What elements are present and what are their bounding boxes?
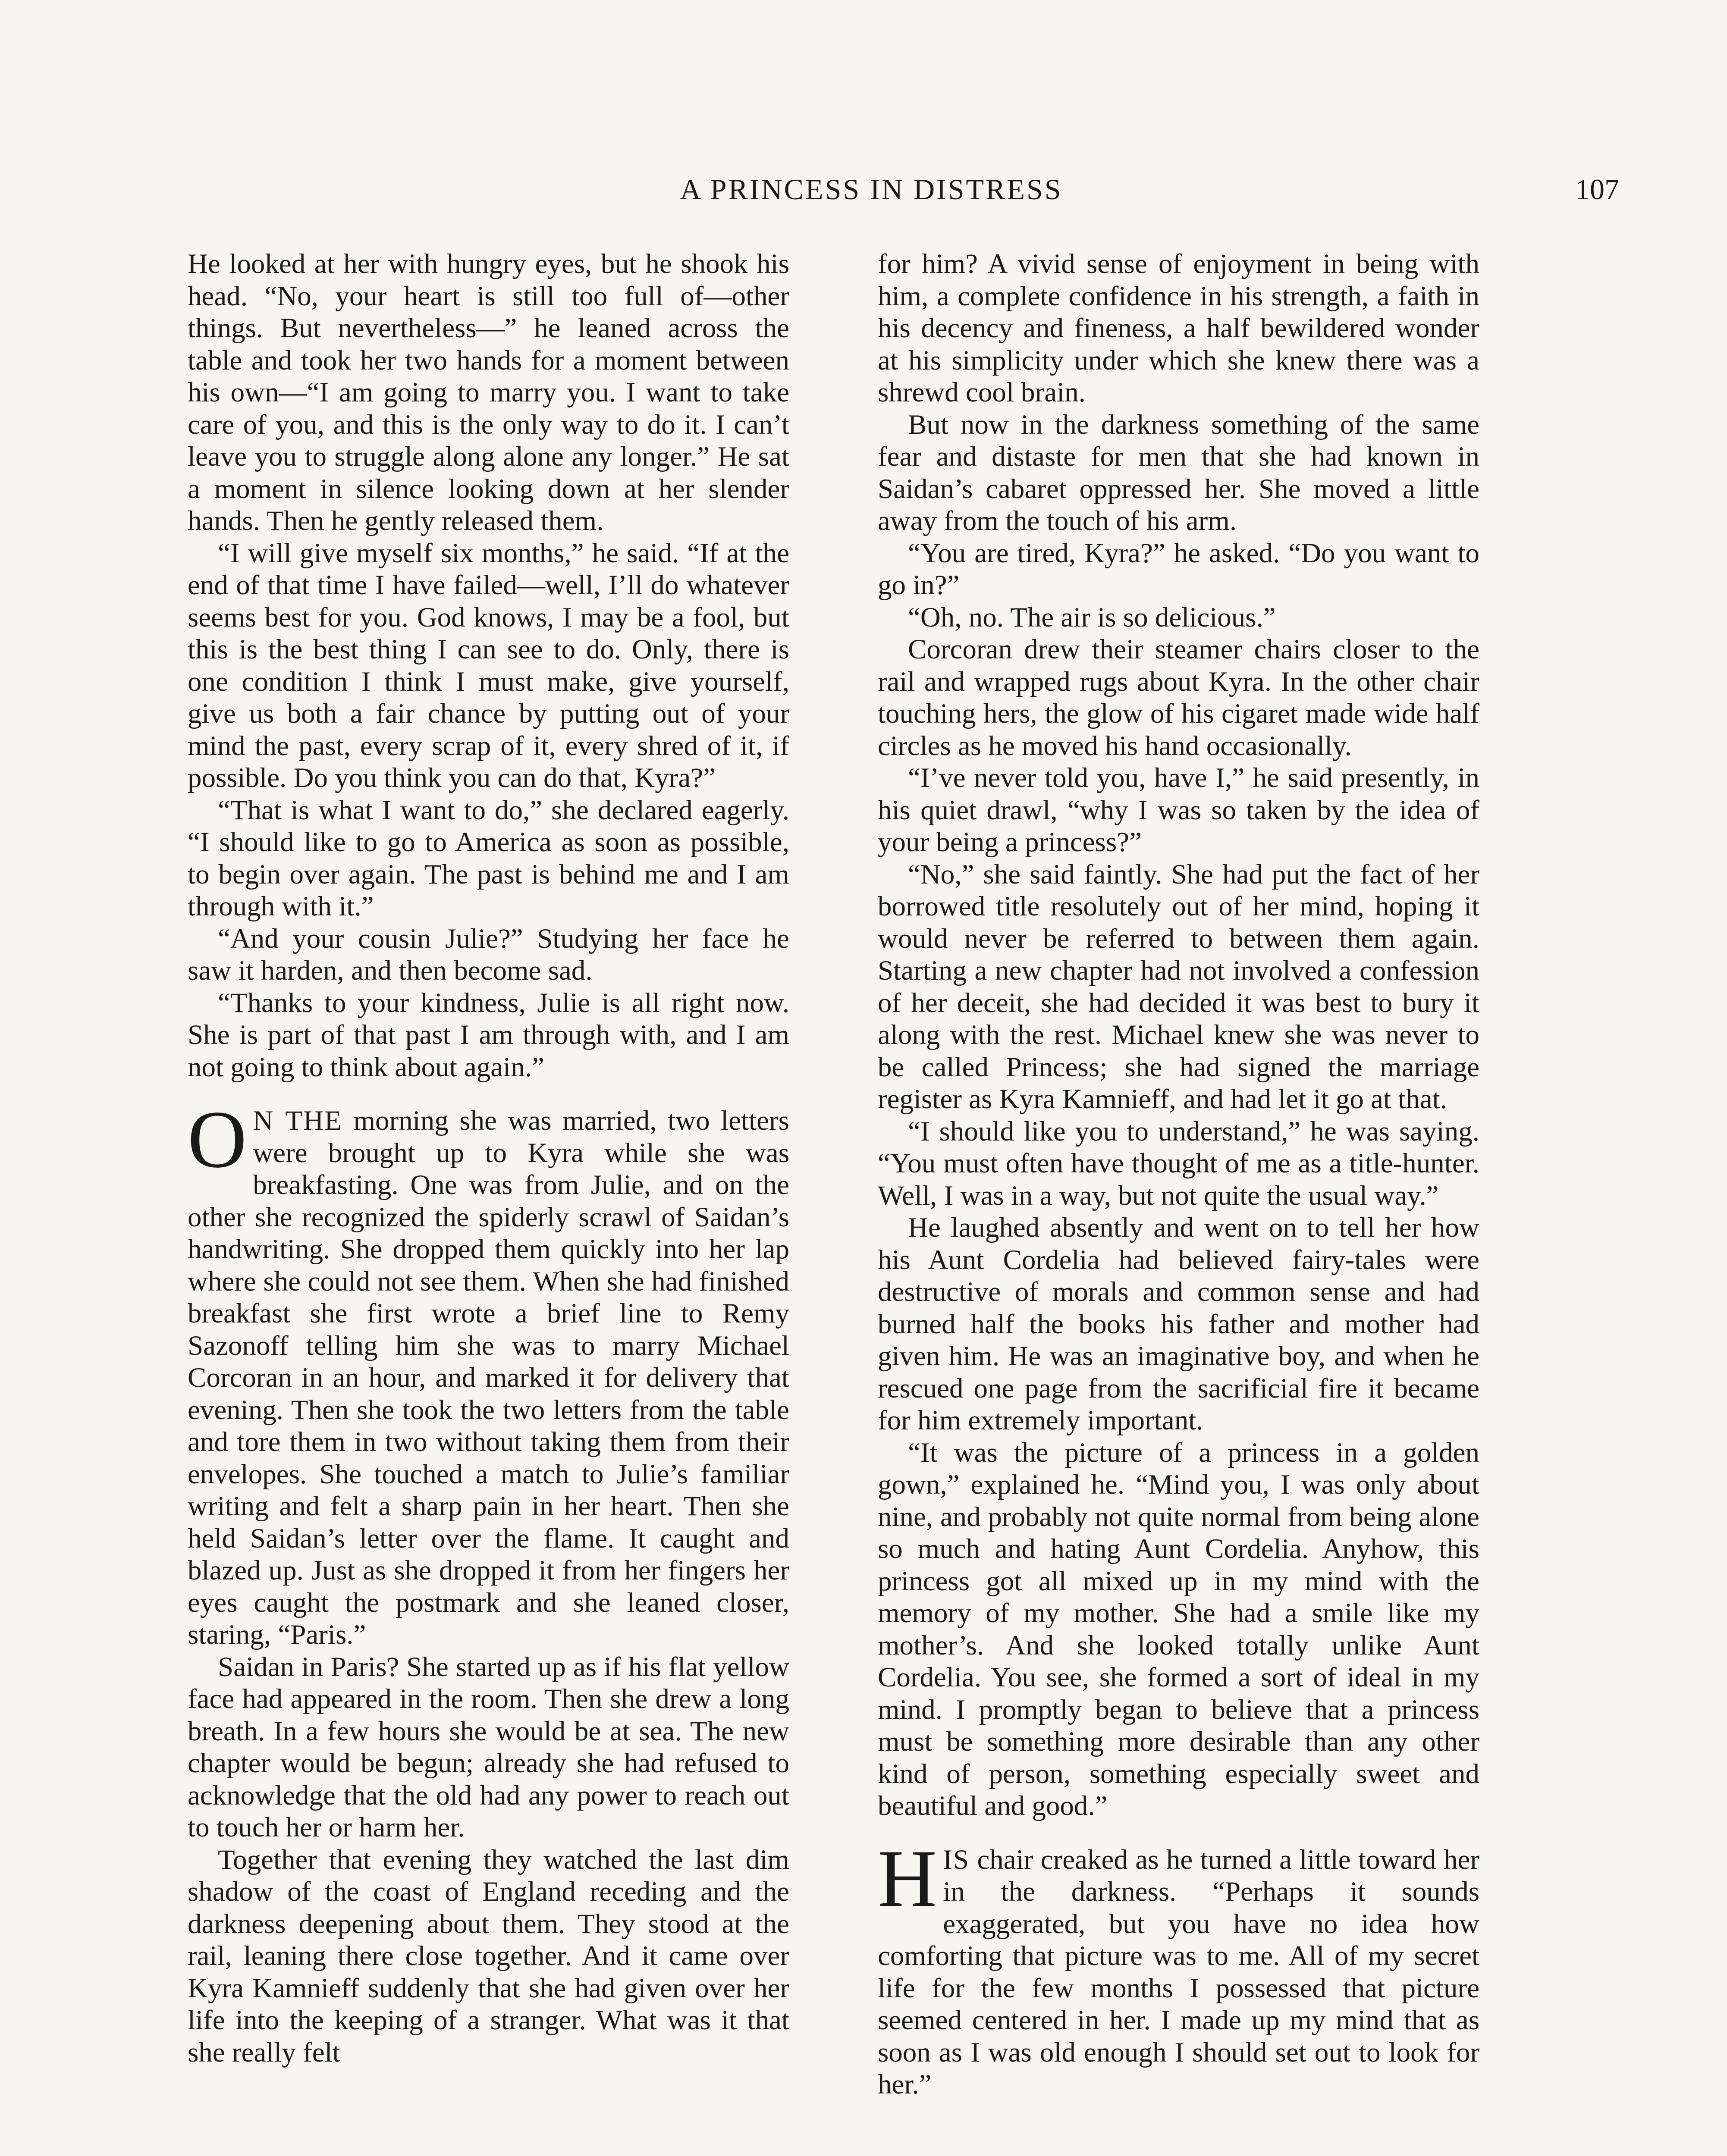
drop-cap: H	[878, 1833, 937, 1924]
section-text: chair creaked as he turned a little toward her in the darkness. “Perhaps it sounds exaggerated, but you have no idea how comforting that picture was to me. All of my secret life for the few months I possessed that picture seemed centered in her. I made up my mind that as soon as I was old enough I should set out to look for her.”	[878, 1844, 1479, 2100]
paragraph: Together that evening they watched the last dim shadow of the coast of England receding and the darkness deepening about them. They stood at the rail, leaning there close together. And it came over Kyra Kamnieff suddenly that she had given over her life into the keeping of a stranger. What was it that she really felt	[188, 1844, 789, 2068]
paragraph: “Oh, no. The air is so delicious.”	[908, 602, 1276, 633]
drop-cap: O	[188, 1094, 247, 1185]
paragraph: “It was the picture of a princess in a golden gown,” explained he. “Mind you, I was only about nine, and probably not quite normal from being alone so much and hating Aunt Cordelia. Anyhow, this princess got all mixed up in my mind with the memory of my mother. She had a smile like my mother’s. And she looked totally unlike Aunt Cordelia. You see, she formed a sort of ideal in my mind. I promptly began to believe that a princess must be something more desirable than any other kind of person, something especially sweet and beautiful and good.”	[878, 1437, 1479, 1821]
paragraph: “I should like you to understand,” he was saying. “You must often have thought of me as a title-hunter. Well, I was in a way, but not quite the usual way.”	[878, 1116, 1479, 1211]
paragraph: He laughed absently and went on to tell her how his Aunt Cordelia had believed fairy-tales were destructive of morals and common sense and had burned half the books his father and mother had given him. He was an imaginative boy, and when he rescued one page from the sacrificial fire it became for him extremely important.	[878, 1212, 1479, 1436]
paragraph: “I’ve never told you, have I,” he said presently, in his quiet drawl, “why I was so taken by the idea of your being a princess?”	[878, 762, 1479, 858]
paragraph: “Thanks to your kindness, Julie is all right now. She is part of that past I am through with, and I am not going to think about again.”	[188, 987, 789, 1083]
paragraph: But now in the darkness something of the same fear and distaste for men that she had known in Saidan’s cabaret oppressed her. She moved a little away from the touch of his arm.	[878, 409, 1479, 536]
paragraph: “I will give myself six months,” he said. “If at the end of that time I have failed—well, I’ll do whatever seems best for you. God knows, I may be a fool, but this is the best thing I can see to do. Only, there is one condition I think I must make, give yourself, give us both a fair chance by putting out of your mind the past, every scrap of it, every shred of it, if possible. Do you think you can do that, Kyra?”	[188, 537, 789, 793]
paragraph: Corcoran drew their steamer chairs closer to the rail and wrapped rugs about Kyra. In the other chair touching hers, the glow of his cigaret made wide half circles as he moved his hand occasionally.	[878, 634, 1479, 761]
page-number: 107	[1575, 173, 1619, 206]
paragraph: He looked at her with hungry eyes, but he shook his head. “No, your heart is still too full of—other things. But nevertheless—” he leaned across the table and took her two hands for a moment between his own—“I am going to marry you. I want to take care of you, and this is the only way to do it. I can’t leave you to struggle along alone any longer.” He sat a moment in silence looking down at her slender hands. Then he gently released them.	[188, 248, 789, 536]
paragraph: “No,” she said faintly. She had put the fact of her borrowed title resolutely out of her mind, hoping it would never be referred to between them again. Starting a new chapter had not involved a confession of her deceit, she had decided it was best to bury it along with the rest. Michael knew she was never to be called Princess; she had signed the marriage register as Kyra Kamnieff, and had let it go at that.	[878, 859, 1479, 1115]
section-lead: IS	[943, 1844, 970, 1875]
paragraph: Saidan in Paris? She started up as if his flat yellow face had appeared in the room. Then she drew a long breath. In a few hours she would be at sea. The new chapter would be begun; already she had refused to acknowledge that the old had any power to reach out to touch her or harm her.	[188, 1651, 789, 1843]
section-lead: N THE	[253, 1105, 342, 1136]
section-paragraph	[878, 1833, 1479, 2101]
section-paragraph	[188, 1094, 789, 1651]
paragraph: “That is what I want to do,” she declared eagerly. “I should like to go to America as soon as possible, to begin over again. The past is behind me and I am through with it.”	[188, 794, 789, 922]
left-column	[188, 248, 789, 2156]
running-title: A PRINCESS IN DISTRESS	[680, 173, 1063, 206]
section-text: morning she was married, two letters were brought up to Kyra while she was breakfasting. One was from Julie, and on the other she recognized the spiderly scrawl of Saidan’s handwriting. She dropped them quickly into her lap where she could not see them. When she had finished breakfast she first wrote a brief line to Remy Sazonoff telling him she was to marry Michael Corcoran in an hour, and marked it for delivery that evening. Then she took the two letters from the table and tore them in two without taking them from their envelopes. She touched a match to Julie’s familiar writing and felt a sharp pain in her heart. Then she held Saidan’s letter over the flame. It caught and blazed up. Just as she dropped it from her fingers her eyes caught the postmark and she leaned closer, staring, “Paris.”	[188, 1105, 789, 1650]
paragraph: “And your cousin Julie?” Studying her face he saw it harden, and then become sad.	[188, 923, 789, 986]
paragraph: “You are tired, Kyra?” he asked. “Do you want to go in?”	[878, 537, 1479, 601]
right-column	[878, 248, 1479, 2156]
paragraph-continuation: for him? A vivid sense of enjoyment in being with him, a complete confidence in his strength, a faith in his decency and fineness, a half bewildered wonder at his simplicity under which she knew there was a shrewd cool brain.	[878, 248, 1479, 408]
